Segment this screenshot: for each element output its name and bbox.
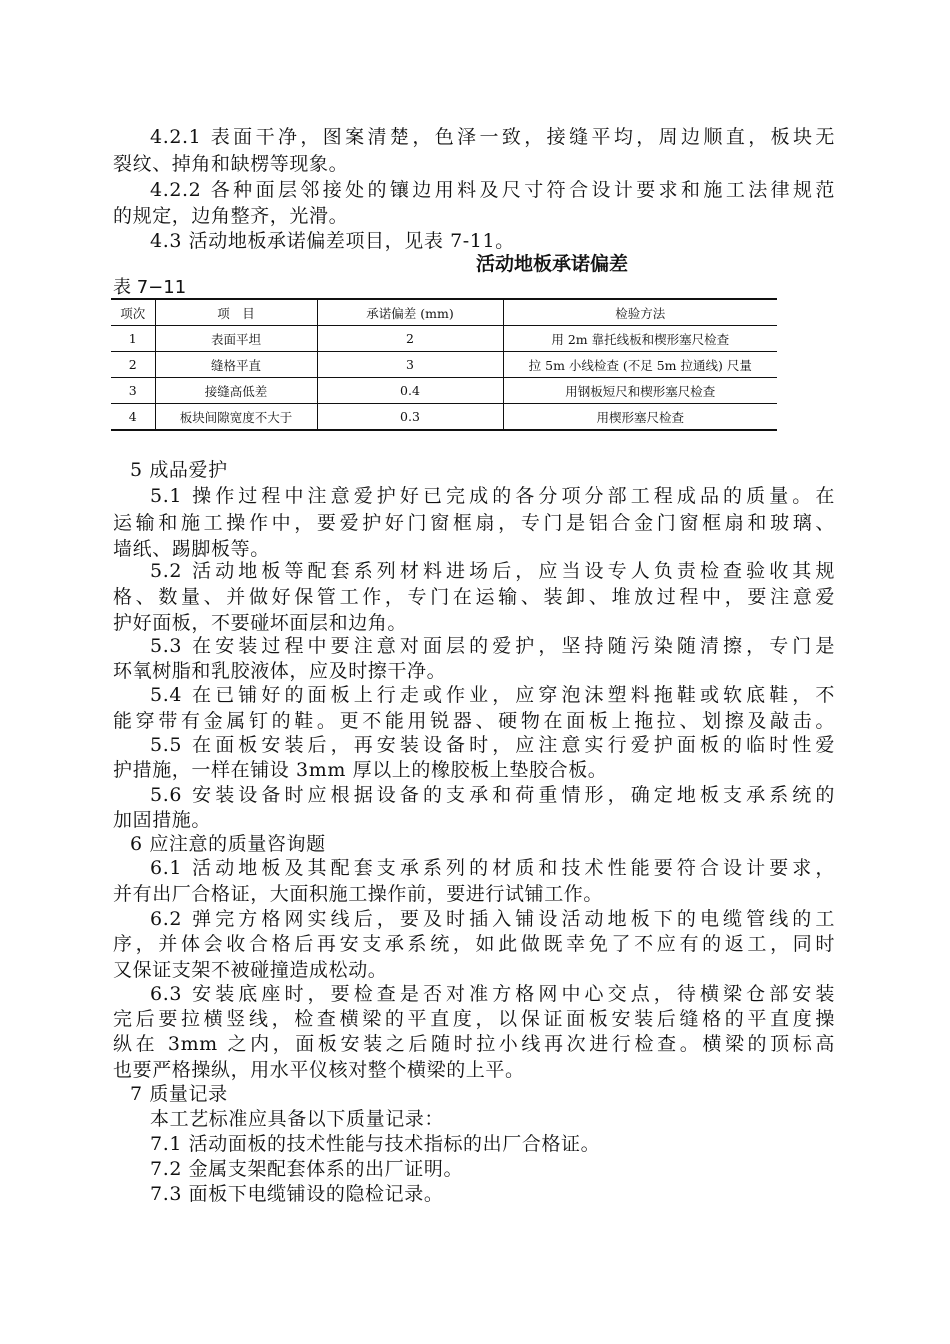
table-row — [111, 378, 777, 404]
section-heading: 5 成品爱护 — [130, 459, 228, 481]
table-row — [111, 404, 777, 431]
paragraph-line: 也要严格操纵，用水平仪核对整个横梁的上平。 — [113, 1059, 525, 1081]
header-tolerance: 承诺偏差 (mm) — [317, 299, 503, 326]
cell-index: 4 — [111, 404, 155, 431]
paragraph-line: 本工艺标准应具备以下质量记录： — [150, 1108, 445, 1130]
cell-index: 1 — [111, 326, 155, 352]
cell-method: 用钢板短尺和楔形塞尺检查 — [503, 378, 777, 404]
cell-item: 接缝高低差 — [155, 378, 317, 404]
section-heading: 7 质量记录 — [130, 1083, 228, 1105]
paragraph-line: 5.3 在安装过程中要注意对面层的爱护，坚持随污染随清擦，专门是 — [150, 635, 835, 657]
paragraph-line: 完后要拉横竖线，检查横梁的平直度，以保证面板安装后缝格的平直度操 — [113, 1008, 835, 1030]
table-row — [111, 326, 777, 352]
paragraph-line: 纵在 3mm 之内，面板安装之后随时拉小线再次进行检查。横梁的顶标高 — [113, 1033, 835, 1055]
paragraph-line: 7.2 金属支架配套体系的出厂证明。 — [150, 1158, 464, 1180]
paragraph-line: 5.5 在面板安装后，再安装设备时，应注意实行爱护面板的临时性爱 — [150, 734, 835, 756]
table-row — [111, 352, 777, 378]
paragraph-line: 7.3 面板下电缆铺设的隐检记录。 — [150, 1183, 444, 1205]
cell-method: 拉 5m 小线检查 (不足 5m 拉通线) 尺量 — [503, 352, 777, 378]
paragraph-line: 6.2 弹完方格网实线后，要及时插入铺设活动地板下的电缆管线的工 — [150, 908, 835, 930]
paragraph-line: 的规定，边角整齐，光滑。 — [113, 205, 349, 227]
cell-tolerance: 0.3 — [317, 404, 503, 431]
paragraph-line: 运输和施工操作中，要爱护好门窗框扇，专门是铝合金门窗框扇和玻璃、 — [113, 512, 835, 534]
header-index: 项次 — [111, 299, 155, 326]
paragraph-line: 护措施，一样在铺设 3mm 厚以上的橡胶板上垫胶合板。 — [113, 759, 608, 781]
section-heading: 6 应注意的质量咨询题 — [130, 833, 326, 855]
cell-index: 3 — [111, 378, 155, 404]
cell-tolerance: 2 — [317, 326, 503, 352]
paragraph-line: 7.1 活动面板的技术性能与技术指标的出厂合格证。 — [150, 1133, 601, 1155]
paragraph-line: 护好面板，不要碰坏面层和边角。 — [113, 612, 408, 634]
cell-item: 板块间隙宽度不大于 — [155, 404, 317, 431]
paragraph-line: 并有出厂合格证，大面积施工操作前，要进行试铺工作。 — [113, 883, 604, 905]
header-item: 项 目 — [155, 299, 317, 326]
paragraph-line: 加固措施。 — [113, 809, 212, 831]
paragraph-line: 4.3 活动地板承诺偏差项目，见表 7-11。 — [150, 230, 515, 252]
paragraph-line: 4.2.2 各种面层邻接处的镶边用料及尺寸符合设计要求和施工法律规范 — [150, 179, 835, 201]
cell-tolerance: 0.4 — [317, 378, 503, 404]
paragraph-line: 墙纸、踢脚板等。 — [113, 538, 270, 560]
paragraph-line: 6.1 活动地板及其配套支承系列的材质和技术性能要符合设计要求， — [150, 857, 835, 879]
table-label: 表 7−11 — [113, 277, 187, 298]
paragraph-line: 5.1 操作过程中注意爱护好已完成的各分项分部工程成品的质量。在 — [150, 485, 835, 507]
paragraph-line: 5.6 安装设备时应根据设备的支承和荷重情形，确定地板支承系统的 — [150, 784, 835, 806]
table-title: 活动地板承诺偏差 — [476, 253, 629, 275]
cell-tolerance: 3 — [317, 352, 503, 378]
cell-method: 用 2m 靠托线板和楔形塞尺检查 — [503, 326, 777, 352]
header-method: 检验方法 — [503, 299, 777, 326]
paragraph-line: 5.2 活动地板等配套系列材料进场后，应当设专人负责检查验收其规 — [150, 560, 835, 582]
table-header-row — [111, 299, 777, 326]
cell-item: 表面平坦 — [155, 326, 317, 352]
paragraph-line: 环氧树脂和乳胶液体，应及时擦干净。 — [113, 660, 447, 682]
paragraph-line: 裂纹、掉角和缺楞等现象。 — [113, 153, 349, 175]
tolerance-table — [111, 298, 777, 431]
paragraph-line: 能穿带有金属钉的鞋。更不能用锐器、硬物在面板上拖拉、划擦及敲击。 — [113, 710, 835, 732]
paragraph-line: 6.3 安装底座时，要检查是否对准方格网中心交点，待横梁仓部安装 — [150, 983, 835, 1005]
cell-item: 缝格平直 — [155, 352, 317, 378]
paragraph-line: 又保证支架不被碰撞造成松动。 — [113, 959, 388, 981]
paragraph-line: 序，并体会收合格后再安支承系统，如此做既幸免了不应有的返工，同时 — [113, 933, 835, 955]
paragraph-line: 4.2.1 表面干净，图案清楚，色泽一致，接缝平均，周边顺直，板块无 — [150, 126, 835, 148]
paragraph-line: 5.4 在已铺好的面板上行走或作业，应穿泡沫塑料拖鞋或软底鞋，不 — [150, 684, 835, 706]
cell-method: 用楔形塞尺检查 — [503, 404, 777, 431]
paragraph-line: 格、数量、并做好保管工作，专门在运输、装卸、堆放过程中，要注意爱 — [113, 586, 835, 608]
cell-index: 2 — [111, 352, 155, 378]
